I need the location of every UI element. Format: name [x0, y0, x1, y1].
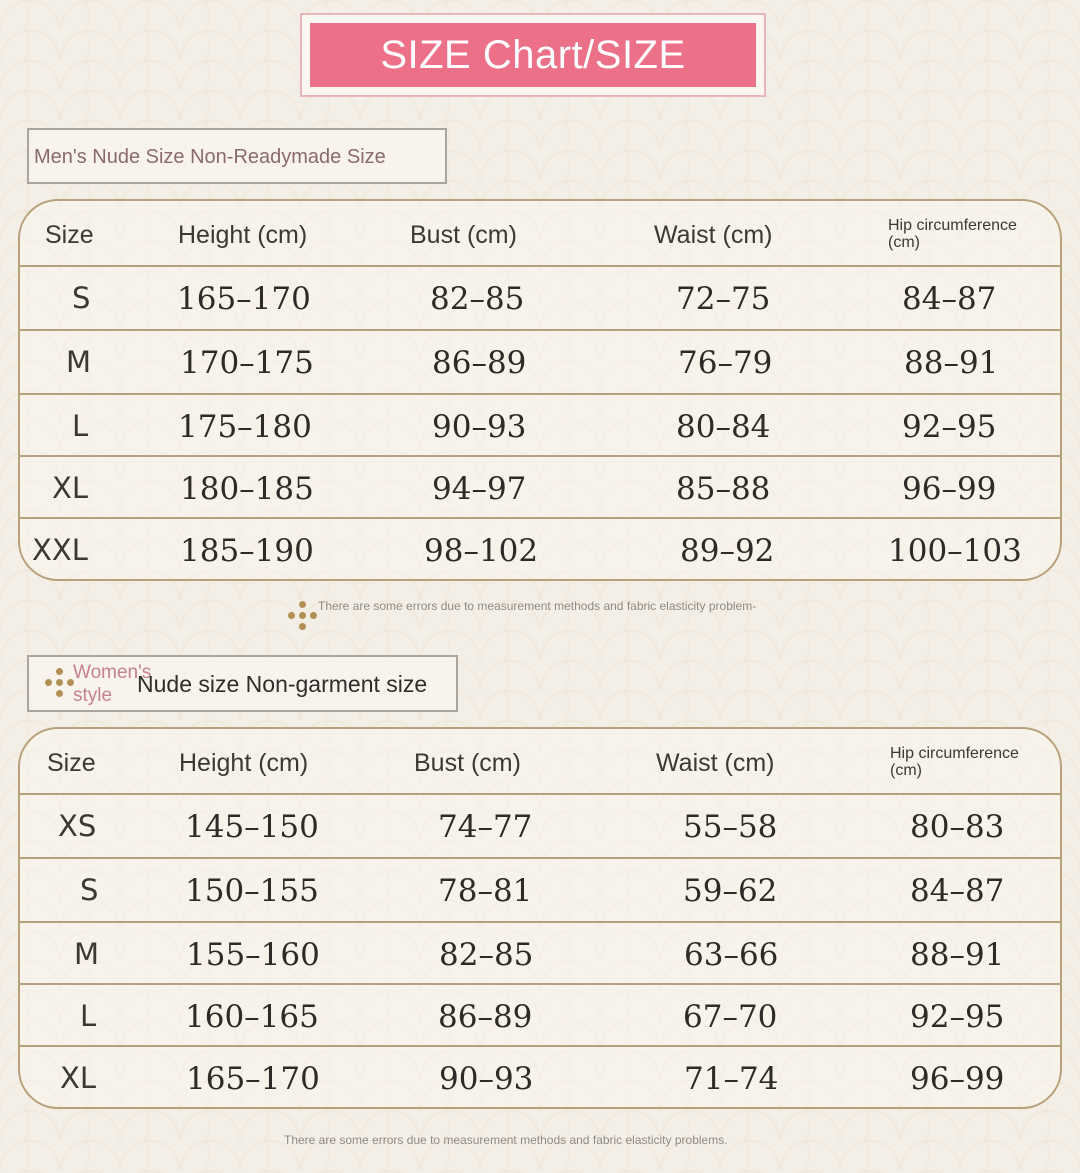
- measure-cell: 59–62: [683, 873, 778, 909]
- header-cell: Size: [47, 749, 96, 777]
- measure-cell: 82–85: [430, 281, 525, 317]
- measure-cell: 67–70: [683, 999, 778, 1035]
- header-cell: Bust (cm): [410, 221, 517, 249]
- measure-cell: 92–95: [902, 409, 997, 445]
- measure-cell: 85–88: [676, 471, 771, 507]
- header-cell: Hip circumference (cm): [888, 217, 1017, 251]
- table-row: [20, 395, 1060, 457]
- measure-cell: 165–170: [177, 281, 311, 317]
- table-row: [20, 795, 1060, 857]
- header-cell: Hip circumference (cm): [890, 745, 1019, 779]
- measure-cell: 90–93: [439, 1061, 534, 1097]
- men-note: There are some errors due to measurement methods and fabric elasticity problem-: [318, 599, 757, 613]
- measure-cell: 100–103: [888, 533, 1022, 569]
- size-cell: XS: [58, 809, 97, 843]
- measure-cell: 63–66: [684, 937, 779, 973]
- measure-cell: 90–93: [432, 409, 527, 445]
- women-style-line: Women's: [73, 662, 152, 683]
- size-cell: M: [74, 937, 100, 971]
- table-row: [20, 923, 1060, 985]
- size-cell: M: [66, 345, 92, 379]
- measure-cell: 150–155: [185, 873, 319, 909]
- measure-cell: 88–91: [904, 345, 999, 381]
- measure-cell: 72–75: [676, 281, 771, 317]
- table-row: [20, 457, 1060, 519]
- measure-cell: 92–95: [910, 999, 1005, 1035]
- table-row: [20, 331, 1060, 393]
- women-size-table: [18, 727, 1062, 1109]
- measure-cell: 84–87: [902, 281, 997, 317]
- measure-cell: 74–77: [438, 809, 533, 845]
- measure-cell: 170–175: [180, 345, 314, 381]
- men-label-text: Men's Nude Size Non-Readymade Size: [34, 146, 386, 168]
- header-cell: Waist (cm): [656, 749, 775, 777]
- women-note: There are some errors due to measurement methods and fabric elasticity problems.: [284, 1133, 728, 1147]
- measure-cell: 180–185: [180, 471, 314, 507]
- table-row: [20, 519, 1060, 581]
- size-cell: L: [72, 409, 89, 443]
- header-cell: Height (cm): [179, 749, 309, 777]
- measure-cell: 155–160: [186, 937, 320, 973]
- measure-cell: 86–89: [438, 999, 533, 1035]
- measure-cell: 80–83: [910, 809, 1005, 845]
- measure-cell: 96–99: [910, 1061, 1005, 1097]
- measure-cell: 82–85: [439, 937, 534, 973]
- measure-cell: 94–97: [432, 471, 527, 507]
- measure-cell: 96–99: [902, 471, 997, 507]
- header-cell: Height (cm): [178, 221, 308, 249]
- flower-ornament-icon: [288, 601, 318, 631]
- women-section-label: [27, 655, 458, 712]
- size-cell: XL: [52, 471, 89, 505]
- flower-ornament-icon: [45, 668, 75, 698]
- measure-cell: 76–79: [678, 345, 773, 381]
- measure-cell: 165–170: [186, 1061, 320, 1097]
- header-cell: Waist (cm): [654, 221, 773, 249]
- men-size-table: [18, 199, 1062, 581]
- size-cell: XXL: [32, 533, 88, 567]
- size-cell: L: [80, 999, 97, 1033]
- measure-cell: 185–190: [180, 533, 314, 569]
- measure-cell: 84–87: [910, 873, 1005, 909]
- size-cell: XL: [60, 1061, 97, 1095]
- women-label-text: Nude size Non-garment size: [137, 671, 428, 697]
- measure-cell: 88–91: [910, 937, 1005, 973]
- size-cell: S: [80, 873, 99, 907]
- measure-cell: 55–58: [683, 809, 778, 845]
- table-row: [20, 985, 1060, 1047]
- table-row: [20, 1047, 1060, 1109]
- measure-cell: 86–89: [432, 345, 527, 381]
- table-row: [20, 267, 1060, 329]
- header-cell: Bust (cm): [414, 749, 521, 777]
- header-cell: Size: [45, 221, 94, 249]
- women-style-line: style: [73, 685, 113, 706]
- measure-cell: 160–165: [185, 999, 319, 1035]
- measure-cell: 71–74: [684, 1061, 779, 1097]
- table-row: [20, 859, 1060, 921]
- measure-cell: 80–84: [676, 409, 771, 445]
- measure-cell: 145–150: [185, 809, 319, 845]
- page-title: SIZE Chart/SIZE: [310, 23, 756, 87]
- measure-cell: 89–92: [680, 533, 775, 569]
- title-banner: [300, 13, 766, 97]
- measure-cell: 175–180: [178, 409, 312, 445]
- measure-cell: 98–102: [424, 533, 539, 569]
- men-section-label: [27, 128, 447, 184]
- measure-cell: 78–81: [438, 873, 533, 909]
- size-cell: S: [72, 281, 91, 315]
